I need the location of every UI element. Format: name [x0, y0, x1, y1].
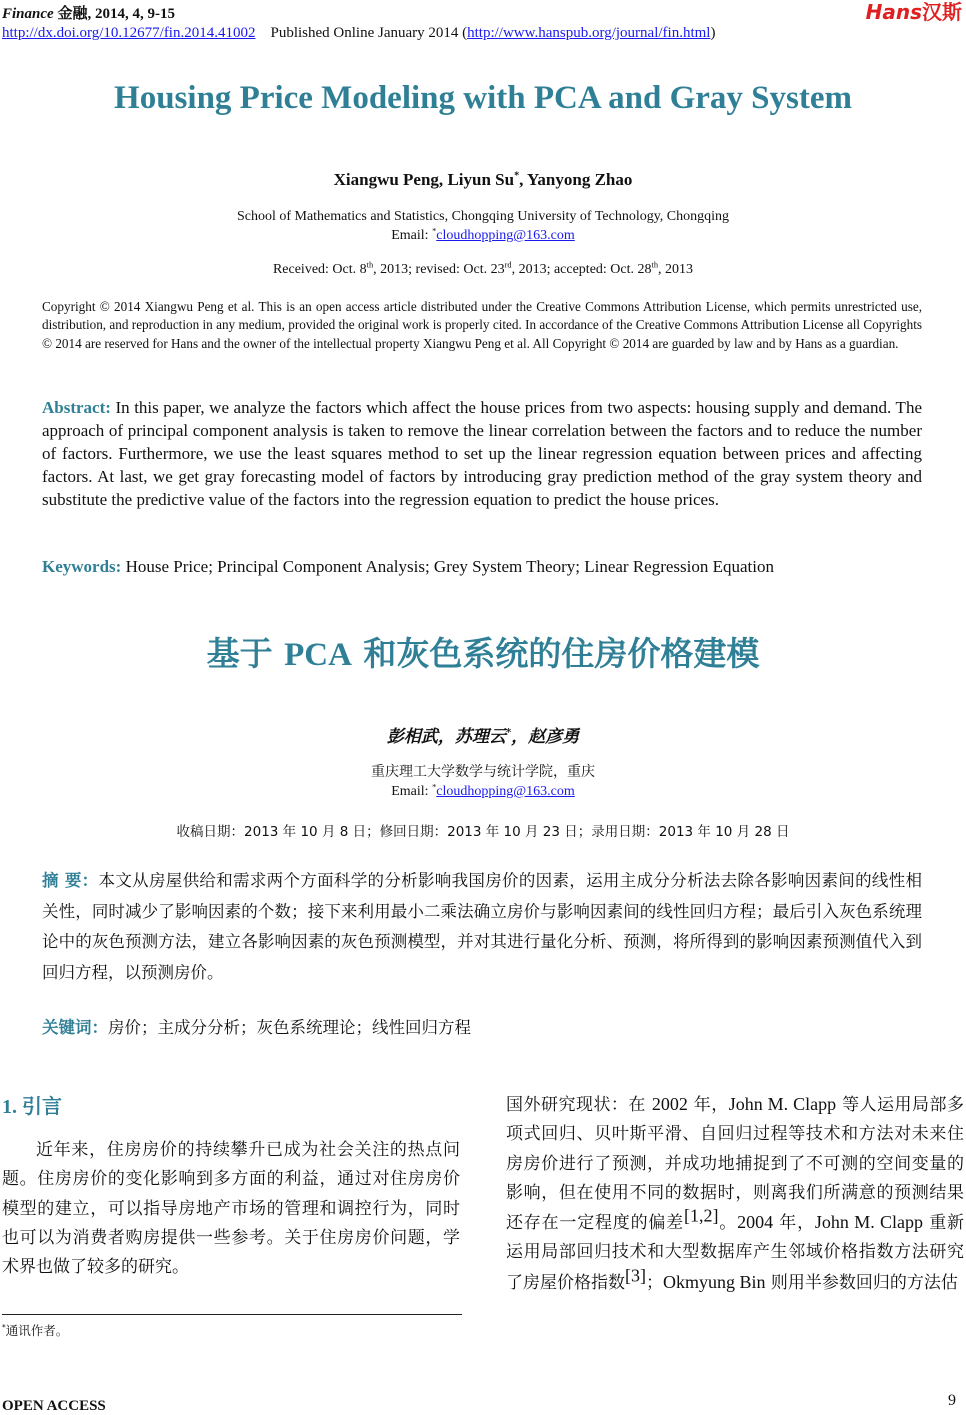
corresponding-mark: *: [514, 170, 520, 182]
open-access-label: OPEN ACCESS: [2, 1398, 106, 1414]
author-name: Okmyung Bin: [663, 1271, 766, 1292]
affiliation-cn-text: 重庆理工大学数学与统计学院，重庆: [371, 764, 595, 780]
body-text: 等人运用局部多项式回归、贝叶斯平滑、自回归过程等技术和方法对未来住房房价进行了预测，并成功地捕捉到了不可测的空间变量的影响，但在使用不同的数据时，则离我们所满意的预测结果还存在一定程度的偏差: [506, 1095, 964, 1234]
author-3-cn: ，赵彦勇: [511, 727, 580, 747]
journal-volume: , 2014, 4, 9-15: [87, 6, 175, 22]
affiliation-en: [0, 207, 966, 245]
abstract-text: In this paper, we analyze the factors which affect the house prices from two aspects: housing supply and demand. The approach of principal component analysis is taken to remove the linear correlation between the factors and to reduce the number of factors. Furthermore, we use the least squares method to set up the linear regression equation between prices and affecting factors. At last, we get gray forecasting model of factors by introducing gray prediction method of the gray system theory and substitute the predictive value of the factors into the regression equation to predict the house prices.: [42, 398, 922, 509]
received-date: Received: Oct. 8: [272, 262, 367, 277]
email-link[interactable]: cloudhopping@163.com: [436, 228, 575, 243]
citation-ref[interactable]: [1,2]: [684, 1205, 719, 1226]
published-text: Published Online January 2014 (: [270, 25, 468, 41]
abstract-cn-label: 摘 要：: [42, 871, 99, 890]
year: 2004: [737, 1212, 774, 1233]
body-text: 年，: [687, 1095, 729, 1115]
keywords-label: Keywords:: [42, 557, 122, 576]
keywords-cn-text: 房价；主成分分析；灰色系统理论；线性回归方程: [108, 1018, 471, 1037]
title-cn-part: 基于: [206, 634, 285, 673]
abstract-cn-text: 本文从房屋供给和需求两个方面科学的分析影响我国房价的因素，运用主成分分析法去除各影响因素间的线性相关性，同时减少了影响因素的个数；接下来利用最小二乘法确立房价与影响因素间的线性回归方程；最后引入灰色系统理论中的灰色预测方法，建立各影响因素的灰色预测模型，并对其进行量化分析、预测，将所得到的影响因素预测值代入到回归方程，以预测房价。: [42, 871, 922, 982]
ordinal: rd: [504, 260, 512, 270]
accepted-year: , 2013: [658, 262, 694, 277]
affiliation-text: School of Mathematics and Statistics, Chongqing University of Technology, Chongqing: [236, 209, 730, 224]
abstract-label: Abstract:: [42, 398, 111, 417]
author-2-cn: 苏理云: [454, 727, 506, 747]
body-text: 年，: [773, 1213, 815, 1234]
author-1: Xiangwu Peng,: [333, 170, 448, 189]
paper-title-cn: [0, 628, 966, 675]
footnote-divider: [2, 1314, 462, 1315]
ordinal: th: [366, 260, 374, 270]
body-text: 国外研究现状：在: [506, 1095, 652, 1115]
journal-link[interactable]: http://www.hanspub.org/journal/fin.html: [467, 25, 711, 41]
journal-name: Finance: [2, 6, 54, 22]
intro-left-column: 近年来，住房房价的持续攀升已成为社会关注的热点问题。住房房价的变化影响到多方面的利益，通过对住房房价模型的建立，可以指导房地产市场的管理和调控行为，同时也可以为消费者购房提供一些参考。关于住房房价问题，学术界也做了较多的研究。: [2, 1140, 460, 1278]
year: 2002: [651, 1094, 688, 1114]
abstract-cn: [42, 866, 922, 988]
section-number: 1.: [2, 1096, 22, 1118]
title-cn-pca: PCA: [284, 637, 352, 673]
published-close: ): [710, 25, 716, 41]
keywords-en: [42, 557, 922, 577]
section-heading: [2, 1090, 62, 1119]
paper-title-en: Housing Price Modeling with PCA and Gray System: [114, 80, 852, 116]
hans-logo: [866, 0, 962, 24]
authors-cn: [0, 722, 966, 747]
journal-citation: [2, 2, 175, 23]
keywords-cn-label: 关键词：: [42, 1018, 108, 1037]
author-3: , Yanyong Zhao: [519, 170, 633, 189]
footnote-text: 通讯作者。: [5, 1323, 69, 1338]
affiliation-cn: [0, 763, 966, 801]
footnote: [2, 1321, 68, 1339]
doi-link[interactable]: http://dx.doi.org/10.12677/fin.2014.41002: [2, 25, 256, 41]
email-line: [0, 226, 966, 245]
keywords-cn: [42, 1014, 922, 1038]
email-label: Email:: [391, 784, 433, 799]
keywords-text: House Price; Principal Component Analysis; Grey System Theory; Linear Regression Equation: [121, 557, 774, 576]
email-mark: *: [432, 782, 437, 792]
email-label: Email:: [391, 228, 433, 243]
citation-ref[interactable]: [3]: [625, 1265, 646, 1286]
email-mark: *: [432, 226, 437, 236]
corresponding-mark: *: [505, 726, 512, 739]
footnote-mark: *: [2, 1322, 6, 1332]
ordinal: th: [651, 260, 659, 270]
abstract-en: [42, 396, 922, 511]
body-text: 则用半参数回归的方法估: [765, 1272, 958, 1293]
authors-en: [0, 170, 966, 190]
email-line-cn: [0, 782, 966, 801]
author-2: Liyun Su: [447, 170, 515, 189]
intro-right-column: [506, 1090, 964, 1298]
dates-cn: 收稿日期：2013 年 10 月 8 日；修回日期：2013 年 10 月 23 日；录用日期：2013 年 10 月 28 日: [176, 824, 790, 840]
body-text: 重新运用局部回归技术和大型数据库产生邻域价格指数方法研究了房屋价格指数: [506, 1213, 965, 1293]
logo-latin: Hans: [865, 0, 922, 24]
logo-cn: 汉斯: [922, 0, 962, 24]
body-text: ；: [646, 1272, 663, 1293]
dates-en: [0, 262, 966, 278]
body-text: 。: [718, 1213, 738, 1234]
journal-name-cn: 金融: [57, 6, 88, 22]
author-name: John M. Clapp: [728, 1094, 837, 1114]
title-cn-part: 和灰色系统的住房价格建模: [351, 634, 760, 673]
publication-line: [2, 25, 715, 42]
copyright-notice: Copyright © 2014 Xiangwu Peng et al. This is an open access article distributed under the Creative Commons Attribution License, which permits unrestricted use, distribution, and reproduction in any medium, provided the original work is properly cited. In accordance of the Creative Commons Attribution License all Copyrights © 2014 are reserved for Hans and the owner of the intellectual property Xiangwu Peng et al. All Copyright © 2014 are guarded by law and by Hans as a guardian.: [42, 299, 922, 351]
author-name: John M. Clapp: [814, 1212, 924, 1233]
section-title: 引言: [22, 1094, 62, 1118]
author-1-cn: 彭相武，: [386, 727, 455, 747]
email-link-cn[interactable]: cloudhopping@163.com: [436, 784, 575, 799]
accepted-date: , 2013; accepted: Oct. 28: [511, 262, 652, 277]
page-number: 9: [948, 1392, 956, 1409]
revised-date: , 2013; revised: Oct. 23: [373, 262, 505, 277]
